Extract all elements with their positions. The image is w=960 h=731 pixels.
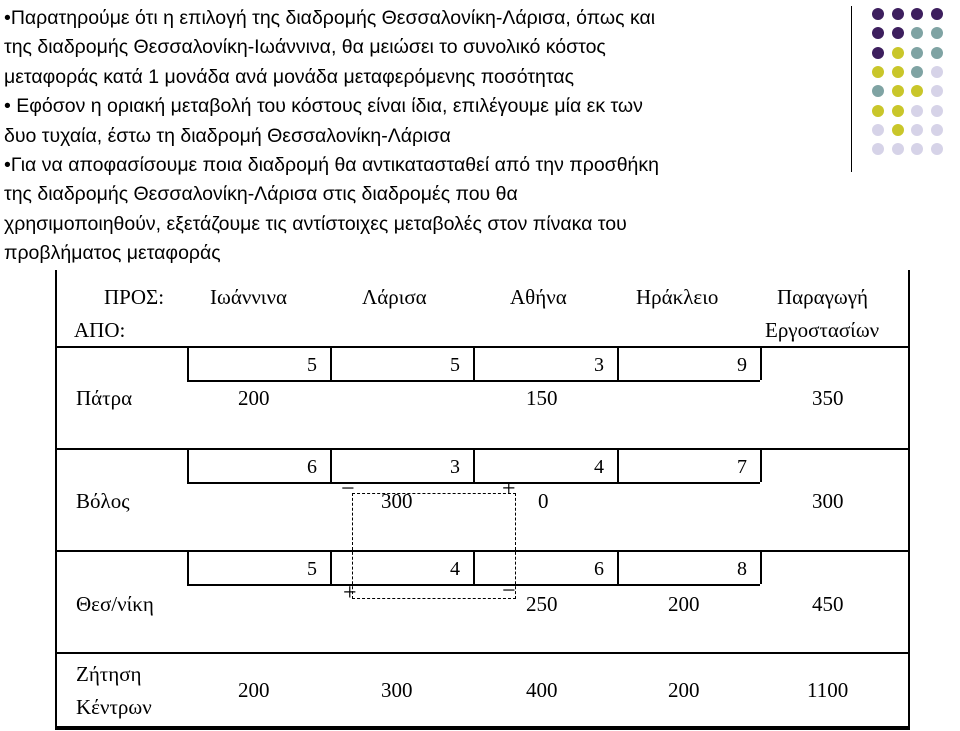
header-to: ΠΡΟΣ: (104, 285, 165, 309)
decorative-dot (911, 85, 923, 97)
decorative-dot (872, 85, 884, 97)
allocation-cell: 200 (668, 592, 700, 616)
grid-line (187, 380, 330, 382)
decorative-dot (892, 143, 904, 155)
row-divider (55, 652, 910, 654)
vertical-divider (851, 6, 852, 172)
grid-line (187, 482, 330, 484)
header-col-supply: Παραγωγή (777, 285, 869, 309)
cost-cell: 5 (307, 354, 317, 376)
text-line: •Παρατηρούμε ότι η επιλογή της διαδρομής Θεσσαλονίκη-Λάρισα, όπως και (4, 7, 656, 29)
header-col-larisa: Λάρισα (362, 285, 427, 309)
grid-line (187, 346, 189, 380)
text-line: της διαδρομής Θεσσαλονίκη-Ιωάννινα, θα μειώσει το συνολικό κόστος (4, 36, 606, 59)
decorative-dot (892, 85, 904, 97)
allocation-cell: 200 (238, 386, 270, 410)
decorative-dot (911, 105, 923, 117)
row-divider (55, 448, 910, 450)
decorative-dot (931, 143, 943, 155)
header-divider (55, 346, 910, 348)
header-col-ioannina: Ιωάννινα (210, 285, 287, 309)
grid-line (187, 584, 330, 586)
text-line: •Για να αποφασίσουμε ποια διαδρομή θα αντικατασταθεί από την προσθήκη (4, 154, 659, 177)
header-col-supply-2: Εργοστασίων (765, 318, 880, 342)
cost-cell: 7 (737, 456, 747, 478)
text-line: προβλήματος μεταφοράς (4, 242, 221, 265)
grid-line (473, 448, 475, 482)
grid-line (330, 550, 332, 584)
grid-line (617, 448, 619, 482)
decorative-dot (892, 8, 904, 20)
decorative-dot (911, 8, 923, 20)
allocation-cell: 0 (538, 489, 549, 513)
grid-line (760, 550, 762, 584)
header-col-irakleio: Ηράκλειο (636, 285, 719, 309)
supply-cell: 300 (812, 489, 844, 513)
decorative-dot (931, 27, 943, 39)
grid-line (760, 346, 762, 380)
grid-line (760, 448, 762, 482)
decorative-dot (892, 124, 904, 136)
decorative-dot (872, 27, 884, 39)
decorative-dot (931, 105, 943, 117)
header-from: ΑΠΟ: (74, 318, 126, 342)
cost-cell: 3 (450, 456, 460, 478)
cycle-loop (352, 493, 516, 599)
allocation-cell: 150 (526, 386, 558, 410)
demand-cell: 200 (238, 678, 270, 702)
grid-line (473, 482, 617, 484)
grid-line (473, 346, 475, 380)
decorative-dot (892, 27, 904, 39)
decorative-dot (872, 66, 884, 78)
row-label-volos: Βόλος (76, 489, 130, 513)
text-line: χρησιμοποιηθούν, εξετάζουμε τις αντίστοιχες μεταβολές στον πίνακα του (4, 212, 627, 235)
supply-cell: 450 (812, 592, 844, 616)
cost-cell: 3 (594, 354, 604, 376)
cost-cell: 4 (594, 456, 604, 478)
text-line: της διαδρομής Θεσσαλονίκη-Λάρισα στις διαδρομές που θα (4, 183, 518, 206)
grid-line (187, 550, 189, 584)
decorative-dot-grid (872, 8, 952, 158)
decorative-dot (872, 124, 884, 136)
decorative-dot (911, 124, 923, 136)
header-col-athina: Αθήνα (510, 285, 567, 309)
demand-cell: 200 (668, 678, 700, 702)
demand-cell: 300 (381, 678, 413, 702)
plus-sign: + (502, 476, 516, 502)
grid-line (617, 346, 619, 380)
grid-line (187, 448, 189, 482)
supply-cell: 350 (812, 386, 844, 410)
decorative-dot (872, 143, 884, 155)
cost-cell: 6 (307, 456, 317, 478)
grid-line (330, 346, 332, 380)
decorative-dot (931, 8, 943, 20)
decorative-dot (892, 47, 904, 59)
minus-sign: − (341, 476, 355, 502)
cost-cell: 5 (307, 558, 317, 580)
grid-line (617, 482, 760, 484)
decorative-dot (892, 105, 904, 117)
decorative-dot (931, 47, 943, 59)
row-label-thessaloniki: Θεσ/νίκη (76, 592, 154, 616)
grid-line (617, 584, 760, 586)
text-line: • Εφόσον η οριακή μεταβολή του κόστους είναι ίδια, επιλέγουμε μία εκ των (4, 95, 643, 118)
grid-line (473, 380, 617, 382)
row-label-patra: Πάτρα (76, 386, 133, 410)
demand-cell: 400 (526, 678, 558, 702)
cost-cell: 9 (737, 354, 747, 376)
demand-label-2: Κέντρων (76, 695, 152, 719)
decorative-dot (911, 143, 923, 155)
text-line: δυο τυχαία, έστω τη διαδρομή Θεσσαλονίκη-Λάρισα (4, 124, 451, 147)
text-line: μεταφοράς κατά 1 μονάδα ανά μονάδα μεταφερόμενης ποσότητας (4, 65, 574, 88)
body-text (4, 4, 849, 269)
table-bottom-border (55, 726, 910, 730)
decorative-dot (911, 27, 923, 39)
demand-label: Ζήτηση (76, 662, 142, 686)
decorative-dot (911, 66, 923, 78)
grid-line (617, 380, 760, 382)
decorative-dot (872, 8, 884, 20)
decorative-dot (911, 47, 923, 59)
grid-line (330, 448, 332, 482)
decorative-dot (931, 124, 943, 136)
minus-sign: − (502, 578, 516, 604)
decorative-dot (931, 85, 943, 97)
plus-sign: + (343, 580, 357, 606)
decorative-dot (872, 105, 884, 117)
allocation-cell: 250 (526, 592, 558, 616)
decorative-dot (872, 47, 884, 59)
demand-total: 1100 (807, 678, 849, 702)
grid-line (617, 550, 619, 584)
cost-cell: 6 (594, 558, 604, 580)
cost-cell: 8 (737, 558, 747, 580)
cost-cell: 4 (450, 558, 460, 580)
decorative-dot (892, 66, 904, 78)
grid-line (330, 380, 473, 382)
decorative-dot (931, 66, 943, 78)
cost-cell: 5 (450, 354, 460, 376)
allocation-cell: 300 (381, 489, 413, 513)
